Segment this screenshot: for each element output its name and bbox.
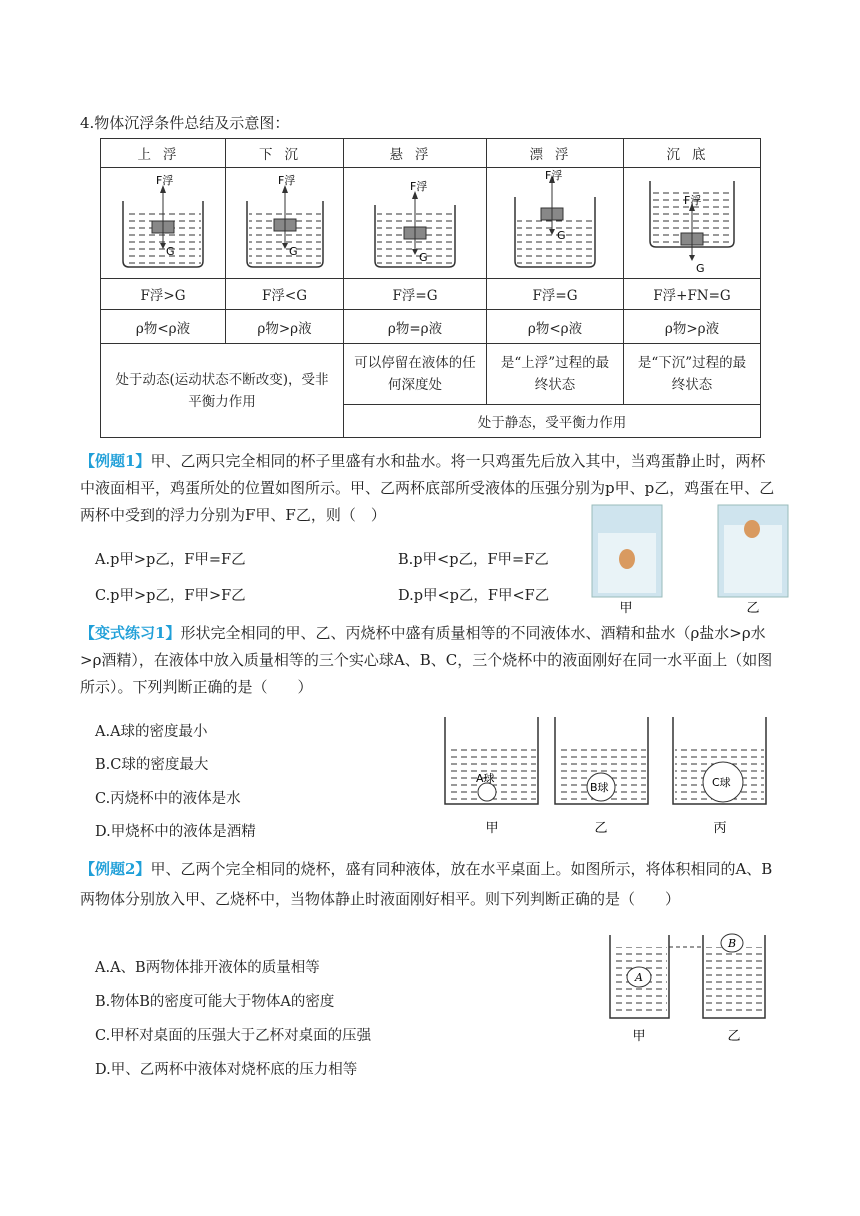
caption-jia: 甲 bbox=[619, 601, 633, 615]
ex2-option-b: B.物体B的密度可能大于物体A的密度 bbox=[95, 994, 335, 1010]
caption-yi: 乙 bbox=[727, 1029, 741, 1044]
caption-yi: 乙 bbox=[746, 601, 760, 615]
bottomed-description: 是“下沉”过程的最终状态 bbox=[624, 344, 761, 405]
force-floating: F浮=G bbox=[487, 279, 624, 310]
ex2-option-d: D.甲、乙两杯中液体对烧杯底的压力相等 bbox=[95, 1062, 358, 1078]
ball-c-label: C球 bbox=[712, 776, 731, 789]
section-title: 4.物体沉浮条件总结及示意图： bbox=[80, 114, 290, 132]
gravity-label: G bbox=[696, 261, 705, 274]
diagram-rising bbox=[101, 168, 226, 279]
gravity-label: G bbox=[288, 244, 298, 258]
gravity-label: G bbox=[166, 244, 175, 258]
example-1-label: 【例题1】 bbox=[80, 452, 151, 470]
density-suspended: ρ物=ρ液 bbox=[344, 310, 487, 344]
example-2-label: 【例题2】 bbox=[80, 860, 151, 878]
three-beakers-figure bbox=[440, 712, 770, 840]
static-description: 处于静态，受平衡力作用 bbox=[344, 405, 761, 438]
density-sinking: ρ物>ρ液 bbox=[226, 310, 344, 344]
density-bottomed: ρ物>ρ液 bbox=[624, 310, 761, 344]
var1-option-a: A.A球的密度最小 bbox=[95, 724, 208, 740]
ball-a-label: A球 bbox=[476, 772, 495, 785]
diagram-sinking bbox=[226, 168, 344, 279]
caption-bing: 丙 bbox=[713, 821, 727, 836]
ex1-option-d: D.p甲<p乙，F甲<F乙 bbox=[398, 588, 550, 604]
force-bottomed: F浮+FN=G bbox=[624, 279, 761, 310]
caption-yi: 乙 bbox=[594, 821, 608, 836]
force-sinking: F浮<G bbox=[226, 279, 344, 310]
f-buoy-label: F浮 bbox=[545, 168, 563, 182]
ex1-option-a: A.p甲>p乙，F甲=F乙 bbox=[95, 552, 246, 568]
header-sinking: 下沉 bbox=[226, 139, 344, 168]
buoyancy-conditions-table bbox=[100, 138, 761, 438]
var1-option-c: C.丙烧杯中的液体是水 bbox=[95, 791, 241, 807]
caption-jia: 甲 bbox=[485, 821, 499, 836]
ex2-option-a: A.A、B两物体排开液体的质量相等 bbox=[95, 960, 320, 976]
ex1-option-b: B.p甲<p乙，F甲=F乙 bbox=[398, 552, 549, 568]
header-bottomed: 沉底 bbox=[624, 139, 761, 168]
force-rising: F浮>G bbox=[101, 279, 226, 310]
diagram-bottomed bbox=[624, 168, 761, 279]
f-buoy-label: F浮 bbox=[277, 173, 295, 187]
example-1-text: 甲、乙两只完全相同的杯子里盛有水和盐水。将一只鸡蛋先后放入其中，当鸡蛋静止时，两杯中液面相平，鸡蛋所处的位置如图所示。甲、乙两杯底部所受液体的压强分别为p甲、p乙，鸡蛋在甲、乙两杯中受到的浮力分别为F甲、F乙，则（ ） bbox=[80, 452, 775, 524]
ex1-option-c: C.p甲>p乙，F甲>F乙 bbox=[95, 588, 246, 604]
example-2-text: 甲、乙两个完全相同的烧杯，盛有同种液体，放在水平桌面上。如图所示，将体积相同的A、B两物体分别放入甲、乙烧杯中，当物体静止时液面刚好相平。则下列判断正确的是（ ） bbox=[80, 860, 773, 908]
egg-icon bbox=[744, 520, 760, 538]
f-buoy-label: F浮 bbox=[684, 193, 702, 207]
diagram-floating bbox=[487, 168, 624, 279]
diagram-suspended bbox=[344, 168, 487, 279]
gravity-label: G bbox=[419, 250, 428, 264]
example-2 bbox=[80, 854, 780, 914]
gravity-label: G bbox=[557, 228, 566, 242]
f-buoy-label: F浮 bbox=[410, 179, 428, 193]
dynamic-description: 处于动态(运动状态不断改变)，受非平衡力作用 bbox=[101, 344, 344, 438]
egg-icon bbox=[619, 549, 635, 569]
header-suspended: 悬浮 bbox=[344, 139, 487, 168]
ball-b-label: B球 bbox=[590, 781, 609, 794]
object-a-label: A bbox=[635, 971, 643, 984]
f-buoy-label: F浮 bbox=[156, 173, 174, 187]
var1-option-d: D.甲烧杯中的液体是酒精 bbox=[95, 824, 256, 840]
suspended-description: 可以停留在液体的任何深度处 bbox=[344, 344, 487, 405]
egg-cups-figure bbox=[590, 503, 790, 615]
variant-1-text: 形状完全相同的甲、乙、丙烧杯中盛有质量相等的不同液体水、酒精和盐水（ρ盐水>ρ水>ρ酒精），在液体中放入质量相等的三个实心球A、B、C，三个烧杯中的液面刚好在同一水平面上（如图所示）。下列判断正确的是（ ） bbox=[80, 624, 773, 696]
variant-1 bbox=[80, 620, 780, 701]
object-b-label: B bbox=[727, 937, 737, 950]
caption-jia: 甲 bbox=[632, 1029, 646, 1044]
ex2-option-c: C.甲杯对桌面的压强大于乙杯对桌面的压强 bbox=[95, 1028, 372, 1044]
density-floating: ρ物<ρ液 bbox=[487, 310, 624, 344]
variant-1-label: 【变式练习1】 bbox=[80, 624, 181, 642]
two-beakers-figure bbox=[605, 930, 775, 1048]
force-suspended: F浮=G bbox=[344, 279, 487, 310]
header-floating: 漂浮 bbox=[487, 139, 624, 168]
floating-description: 是“上浮”过程的最终状态 bbox=[487, 344, 624, 405]
density-rising: ρ物<ρ液 bbox=[101, 310, 226, 344]
var1-option-b: B.C球的密度最大 bbox=[95, 757, 209, 773]
header-rising: 上浮 bbox=[101, 139, 226, 168]
